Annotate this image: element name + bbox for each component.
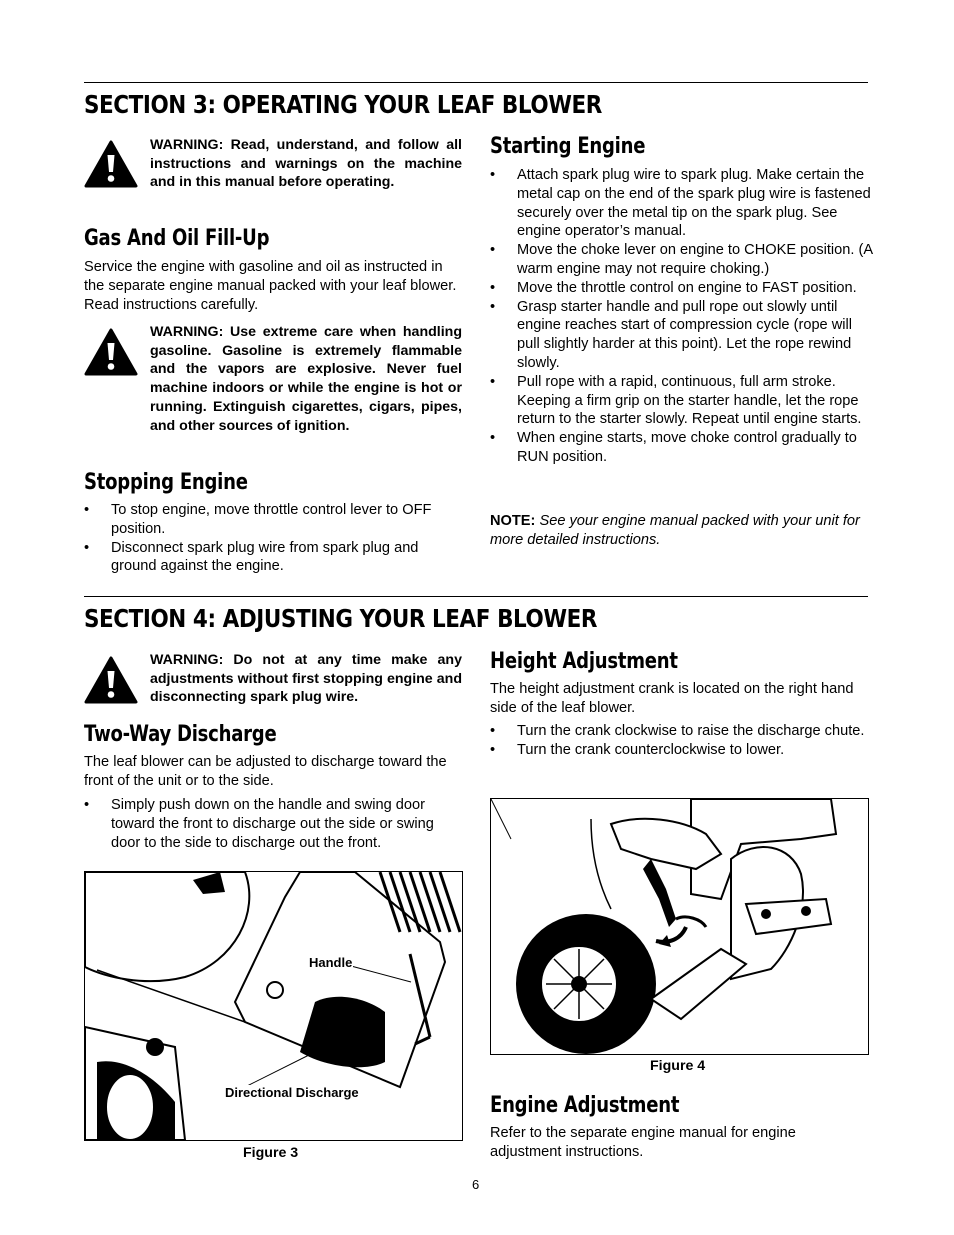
- list-item: • Disconnect spark plug wire from spark plug and ground against the engine.: [84, 539, 456, 577]
- section3-title: SECTION 3: OPERATING YOUR LEAF BLOWER: [84, 90, 602, 119]
- figure3-label-handle: Handle: [309, 955, 353, 970]
- page-number: 6: [472, 1177, 480, 1192]
- two-way-discharge-body: The leaf blower can be adjusted to discharge toward the front of the unit or to the side.: [84, 754, 447, 789]
- section4-top-rule: [84, 596, 868, 597]
- two-way-discharge-heading: Two-Way Discharge: [84, 722, 277, 747]
- list-item: • When engine starts, move choke control gradually to RUN position.: [490, 429, 874, 467]
- warning-triangle-icon: [84, 140, 138, 188]
- starting-engine-list: [490, 166, 874, 467]
- engine-adjustment-body: Refer to the separate engine manual for engine adjustment instructions.: [490, 1125, 796, 1160]
- warning-triangle-icon: [84, 328, 138, 376]
- figure3-caption: Figure 3: [243, 1145, 299, 1161]
- section4-title: SECTION 4: ADJUSTING YOUR LEAF BLOWER: [84, 604, 598, 633]
- warning-adjustments: WARNING: Do not at any time make any adjustments without first stopping engine and disconnecting spark plug wire.: [150, 652, 462, 706]
- gas-oil-heading: Gas And Oil Fill-Up: [84, 226, 270, 251]
- warning-triangle-icon: [84, 656, 138, 704]
- list-item: • Turn the crank counterclockwise to lower.: [490, 741, 868, 760]
- list-item: • Move the throttle control on engine to FAST position.: [490, 279, 874, 298]
- height-adjustment-heading: Height Adjustment: [490, 649, 678, 674]
- height-crank-illustration: [491, 799, 868, 1054]
- stopping-engine-list: [84, 501, 456, 576]
- list-item: • Attach spark plug wire to spark plug. Make certain the metal cap on the end of the spark plug wire is fastened securely over the metal tip on the spark plug. See engine operator’s manual.: [490, 166, 874, 241]
- list-item: • Simply push down on the handle and swing door toward the front to discharge out the side or swing door to the side to discharge out the front.: [84, 796, 456, 852]
- height-adjustment-list: [490, 722, 868, 760]
- height-adjustment-body: The height adjustment crank is located on the right hand side of the leaf blower.: [490, 681, 854, 716]
- two-way-discharge-list: [84, 796, 456, 852]
- starting-engine-note: [490, 512, 874, 550]
- list-item: • Grasp starter handle and pull rope out slowly until engine reaches start of compression cycle (rope will pull slightly harder at this point). Let the rope rewind slowly.: [490, 298, 874, 373]
- note-label: NOTE:: [490, 513, 536, 529]
- warning-gasoline: WARNING: Use extreme care when handling gasoline. Gasoline is extremely flammable and the vapors are explosive. Never fuel machine indoors or while the engine is hot or running. Extinguish cigarettes, cigars, pipes, and other sources of ignition.: [150, 324, 462, 434]
- figure4-image: [490, 798, 869, 1055]
- list-item: • To stop engine, move throttle control lever to OFF position.: [84, 501, 456, 539]
- note-text: See your engine manual packed with your unit for more detailed instructions.: [490, 513, 860, 548]
- gas-oil-body: Service the engine with gasoline and oil as instructed in the separate engine manual packed with your leaf blower. Read instructions carefully.: [84, 259, 457, 313]
- warning-read-instructions: WARNING: Read, understand, and follow all instructions and warnings on the machine and in this manual before operating.: [150, 137, 462, 191]
- figure3-image: [84, 871, 463, 1141]
- list-item: • Turn the crank clockwise to raise the discharge chute.: [490, 722, 868, 741]
- figure3-label-directional-discharge: Directional Discharge: [225, 1085, 359, 1100]
- section3-top-rule: [84, 82, 868, 83]
- stopping-engine-heading: Stopping Engine: [84, 470, 248, 495]
- starting-engine-heading: Starting Engine: [490, 134, 646, 159]
- engine-adjustment-heading: Engine Adjustment: [490, 1093, 680, 1118]
- list-item: • Move the choke lever on engine to CHOKE position. (A warm engine may not require choking.): [490, 241, 874, 279]
- figure4-caption: Figure 4: [650, 1058, 706, 1074]
- list-item: • Pull rope with a rapid, continuous, full arm stroke. Keeping a firm grip on the starter handle, let the rope return to the starter slowly. Repeat until engine starts.: [490, 373, 874, 429]
